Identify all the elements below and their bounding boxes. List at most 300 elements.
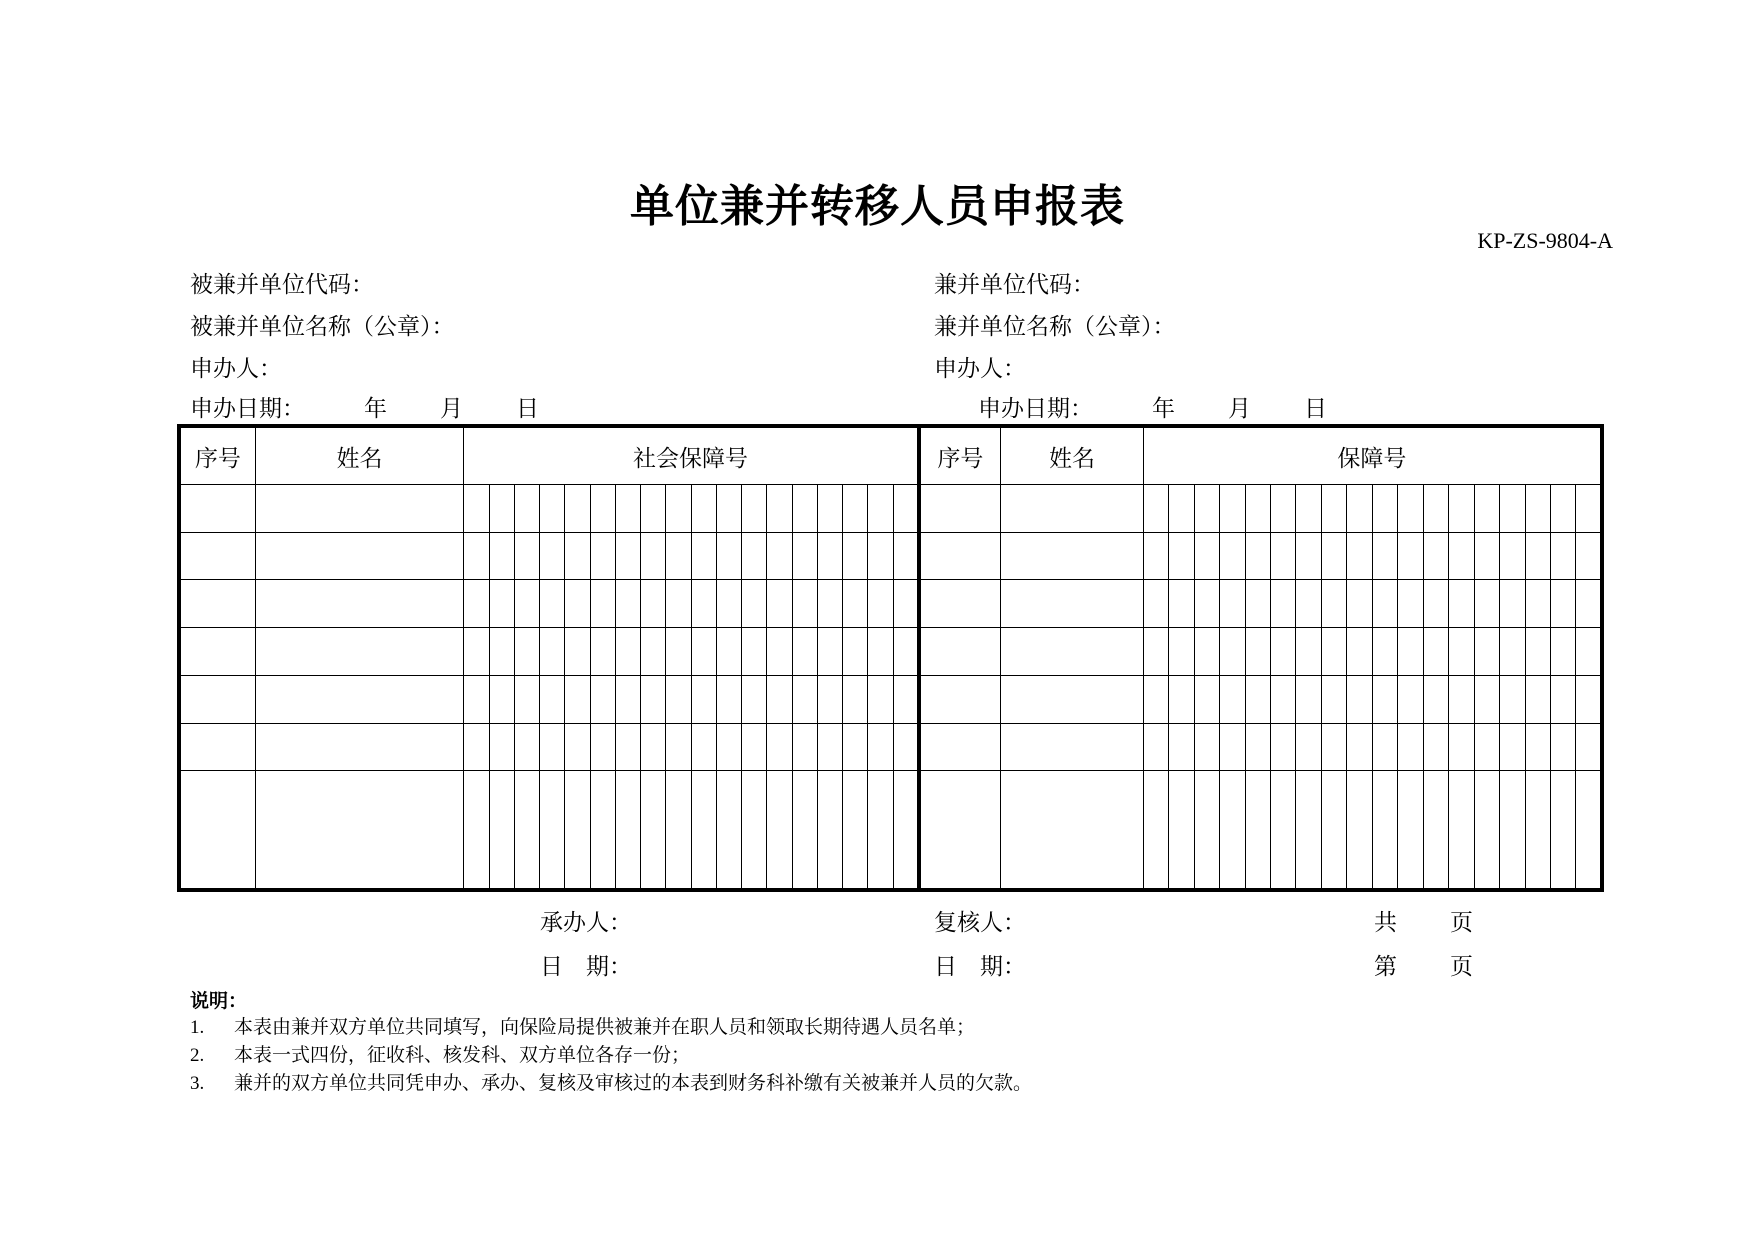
right-ssn-digit-cell[interactable]	[1296, 532, 1321, 580]
left-ssn-digit-cell[interactable]	[843, 771, 868, 890]
left-ssn-digit-cell[interactable]	[464, 580, 489, 628]
right-name-cell[interactable]	[1001, 675, 1143, 723]
left-ssn-digit-cell[interactable]	[666, 628, 691, 676]
right-ssn-digit-cell[interactable]	[1347, 675, 1372, 723]
left-ssn-digit-cell[interactable]	[565, 532, 590, 580]
left-ssn-digit-cell[interactable]	[767, 675, 792, 723]
right-name-cell[interactable]	[1001, 485, 1143, 533]
right-ssn-digit-cell[interactable]	[1194, 580, 1219, 628]
right-ssn-digit-cell[interactable]	[1474, 675, 1499, 723]
right-ssn-digit-cell[interactable]	[1245, 771, 1270, 890]
right-ssn-digit-cell[interactable]	[1525, 675, 1550, 723]
right-ssn-digit-cell[interactable]	[1372, 628, 1397, 676]
left-name-cell[interactable]	[255, 628, 464, 676]
left-ssn-digit-cell[interactable]	[792, 723, 817, 771]
left-ssn-digit-cell[interactable]	[464, 675, 489, 723]
left-ssn-digit-cell[interactable]	[817, 485, 842, 533]
note-item-1	[190, 1012, 975, 1039]
left-ssn-digit-cell[interactable]	[666, 580, 691, 628]
left-ssn-digit-cell[interactable]	[641, 723, 666, 771]
left-ssn-digit-cell[interactable]	[742, 628, 767, 676]
right-ssn-digit-cell[interactable]	[1423, 532, 1448, 580]
right-ssn-digit-cell[interactable]	[1194, 675, 1219, 723]
left-ssn-digit-cell[interactable]	[893, 723, 918, 771]
right-ssn-digit-cell[interactable]	[1449, 485, 1474, 533]
merged-unit-name-label: 被兼并单位名称（公章）：	[190, 314, 455, 340]
right-ssn-digit-cell[interactable]	[1550, 723, 1575, 771]
right-ssn-digit-cell[interactable]	[1296, 485, 1321, 533]
left-ssn-digit-cell[interactable]	[540, 485, 565, 533]
right-ssn-digit-cell[interactable]	[1296, 771, 1321, 890]
right-ssn-digit-cell[interactable]	[1500, 771, 1525, 890]
left-ssn-digit-cell[interactable]	[666, 771, 691, 890]
right-ssn-digit-cell[interactable]	[1372, 723, 1397, 771]
left-ssn-digit-cell[interactable]	[691, 580, 716, 628]
right-ssn-digit-cell[interactable]	[1449, 771, 1474, 890]
right-ssn-digit-cell[interactable]	[1220, 771, 1245, 890]
right-ssn-digit-cell[interactable]	[1423, 771, 1448, 890]
left-ssn-digit-cell[interactable]	[716, 675, 741, 723]
reviewer-date-label: 日 期：	[934, 954, 1026, 980]
left-seq-cell[interactable]	[179, 675, 255, 723]
right-seq-cell[interactable]	[919, 628, 1001, 676]
left-ssn-digit-cell[interactable]	[691, 532, 716, 580]
left-ssn-digit-cell[interactable]	[540, 628, 565, 676]
right-ssn-digit-cell[interactable]	[1550, 771, 1575, 890]
right-ssn-digit-cell[interactable]	[1169, 628, 1194, 676]
right-ssn-digit-cell[interactable]	[1220, 580, 1245, 628]
right-ssn-digit-cell[interactable]	[1449, 580, 1474, 628]
left-ssn-digit-cell[interactable]	[615, 532, 640, 580]
reviewer-label: 复核人：	[934, 910, 1026, 936]
right-ssn-digit-cell[interactable]	[1245, 580, 1270, 628]
left-ssn-digit-cell[interactable]	[792, 771, 817, 890]
left-seq-cell[interactable]	[179, 771, 255, 890]
table-row	[179, 723, 1602, 771]
right-ssn-digit-cell[interactable]	[1296, 723, 1321, 771]
right-ssn-digit-cell[interactable]	[1398, 532, 1423, 580]
left-ssn-digit-cell[interactable]	[489, 723, 514, 771]
left-ssn-digit-cell[interactable]	[514, 628, 539, 676]
left-ssn-digit-cell[interactable]	[742, 485, 767, 533]
left-ssn-digit-cell[interactable]	[641, 532, 666, 580]
left-ssn-digit-cell[interactable]	[514, 580, 539, 628]
left-seq-cell[interactable]	[179, 532, 255, 580]
right-ssn-digit-cell[interactable]	[1474, 771, 1499, 890]
left-ssn-digit-cell[interactable]	[540, 532, 565, 580]
right-ssn-digit-cell[interactable]	[1321, 723, 1346, 771]
left-ssn-digit-cell[interactable]	[514, 771, 539, 890]
right-ssn-digit-cell[interactable]	[1398, 771, 1423, 890]
left-ssn-digit-cell[interactable]	[615, 628, 640, 676]
right-ssn-digit-cell[interactable]	[1423, 723, 1448, 771]
left-ssn-digit-cell[interactable]	[489, 771, 514, 890]
left-ssn-digit-cell[interactable]	[489, 628, 514, 676]
right-ssn-digit-cell[interactable]	[1576, 485, 1602, 533]
left-name-cell[interactable]	[255, 532, 464, 580]
left-ssn-digit-cell[interactable]	[489, 580, 514, 628]
right-ssn-digit-cell[interactable]	[1169, 580, 1194, 628]
left-ssn-digit-cell[interactable]	[666, 723, 691, 771]
right-ssn-digit-cell[interactable]	[1321, 532, 1346, 580]
left-ssn-digit-cell[interactable]	[716, 628, 741, 676]
left-ssn-digit-cell[interactable]	[767, 628, 792, 676]
left-ssn-digit-cell[interactable]	[767, 485, 792, 533]
right-ssn-digit-cell[interactable]	[1423, 580, 1448, 628]
right-seq-cell[interactable]	[919, 723, 1001, 771]
right-ssn-digit-cell[interactable]	[1500, 580, 1525, 628]
left-ssn-digit-cell[interactable]	[691, 723, 716, 771]
left-ssn-digit-cell[interactable]	[590, 532, 615, 580]
left-seq-cell[interactable]	[179, 580, 255, 628]
left-ssn-digit-cell[interactable]	[742, 580, 767, 628]
right-ssn-digit-cell[interactable]	[1500, 532, 1525, 580]
right-ssn-digit-cell[interactable]	[1270, 771, 1295, 890]
right-name-cell[interactable]	[1001, 532, 1143, 580]
right-ssn-digit-cell[interactable]	[1550, 532, 1575, 580]
left-ssn-digit-cell[interactable]	[666, 532, 691, 580]
left-ssn-digit-cell[interactable]	[716, 723, 741, 771]
right-ssn-digit-cell[interactable]	[1270, 580, 1295, 628]
right-ssn-digit-cell[interactable]	[1525, 723, 1550, 771]
right-ssn-digit-cell[interactable]	[1321, 485, 1346, 533]
right-ssn-digit-cell[interactable]	[1525, 485, 1550, 533]
right-ssn-digit-cell[interactable]	[1296, 580, 1321, 628]
right-ssn-digit-cell[interactable]	[1220, 723, 1245, 771]
left-seq-cell[interactable]	[179, 723, 255, 771]
table-row	[179, 580, 1602, 628]
left-ssn-digit-cell[interactable]	[792, 532, 817, 580]
total-page-label: 页	[1450, 910, 1473, 936]
left-ssn-digit-cell[interactable]	[590, 675, 615, 723]
right-ssn-digit-cell[interactable]	[1143, 675, 1168, 723]
left-ssn-digit-cell[interactable]	[514, 675, 539, 723]
left-ssn-digit-cell[interactable]	[893, 485, 918, 533]
right-ssn-digit-cell[interactable]	[1550, 628, 1575, 676]
right-ssn-digit-cell[interactable]	[1398, 723, 1423, 771]
left-ssn-digit-cell[interactable]	[641, 628, 666, 676]
left-ssn-digit-cell[interactable]	[817, 771, 842, 890]
left-ssn-digit-cell[interactable]	[843, 723, 868, 771]
right-ssn-digit-cell[interactable]	[1321, 675, 1346, 723]
left-ssn-digit-cell[interactable]	[514, 485, 539, 533]
left-ssn-digit-cell[interactable]	[615, 580, 640, 628]
right-ssn-digit-cell[interactable]	[1550, 485, 1575, 533]
right-ssn-digit-cell[interactable]	[1449, 723, 1474, 771]
right-ssn-digit-cell[interactable]	[1245, 532, 1270, 580]
right-ssn-digit-cell[interactable]	[1423, 485, 1448, 533]
left-ssn-digit-cell[interactable]	[767, 771, 792, 890]
right-ssn-digit-cell[interactable]	[1449, 675, 1474, 723]
left-ssn-digit-cell[interactable]	[742, 771, 767, 890]
right-ssn-digit-cell[interactable]	[1347, 723, 1372, 771]
form-code: KP-ZS-9804-A	[1477, 228, 1613, 253]
left-ssn-digit-cell[interactable]	[590, 628, 615, 676]
left-ssn-digit-cell[interactable]	[817, 532, 842, 580]
note-text: 本表由兼并双方单位共同填写，向保险局提供被兼并在职人员和领取长期待遇人员名单；	[234, 1016, 976, 1038]
note-item-3	[190, 1068, 1032, 1095]
right-ssn-digit-cell[interactable]	[1576, 532, 1602, 580]
left-ssn-digit-cell[interactable]	[843, 580, 868, 628]
left-ssn-digit-cell[interactable]	[716, 771, 741, 890]
table-row	[179, 628, 1602, 676]
right-ssn-digit-cell[interactable]	[1169, 485, 1194, 533]
right-ssn-digit-cell[interactable]	[1245, 485, 1270, 533]
right-ssn-digit-cell[interactable]	[1576, 723, 1602, 771]
right-ssn-digit-cell[interactable]	[1550, 675, 1575, 723]
left-ssn-digit-cell[interactable]	[514, 723, 539, 771]
left-ssn-digit-cell[interactable]	[590, 580, 615, 628]
left-ssn-digit-cell[interactable]	[792, 675, 817, 723]
left-ssn-digit-cell[interactable]	[868, 485, 893, 533]
right-ssn-digit-cell[interactable]	[1525, 771, 1550, 890]
right-ssn-digit-cell[interactable]	[1194, 485, 1219, 533]
right-ssn-digit-cell[interactable]	[1423, 675, 1448, 723]
note-number: 2.	[190, 1045, 205, 1066]
note-text: 兼并的双方单位共同凭申办、承办、复核及审核过的本表到财务科补缴有关被兼并人员的欠款。	[234, 1072, 1033, 1094]
left-ssn-digit-cell[interactable]	[893, 771, 918, 890]
right-ssn-digit-cell[interactable]	[1169, 771, 1194, 890]
left-ssn-digit-cell[interactable]	[843, 628, 868, 676]
left-ssn-digit-cell[interactable]	[742, 675, 767, 723]
left-ssn-digit-cell[interactable]	[489, 532, 514, 580]
left-ssn-digit-cell[interactable]	[641, 675, 666, 723]
right-ssn-digit-cell[interactable]	[1143, 723, 1168, 771]
left-ssn-digit-cell[interactable]	[792, 628, 817, 676]
left-ssn-digit-cell[interactable]	[742, 723, 767, 771]
right-ssn-digit-cell[interactable]	[1270, 723, 1295, 771]
undertaker-date-label: 日 期：	[540, 954, 632, 980]
left-ssn-digit-cell[interactable]	[716, 580, 741, 628]
left-ssn-digit-cell[interactable]	[767, 532, 792, 580]
right-ssn-digit-cell[interactable]	[1194, 723, 1219, 771]
left-ssn-digit-cell[interactable]	[464, 485, 489, 533]
right-ssn-digit-cell[interactable]	[1296, 628, 1321, 676]
right-ssn-digit-cell[interactable]	[1347, 532, 1372, 580]
left-name-cell[interactable]	[255, 771, 464, 890]
right-ssn-digit-cell[interactable]	[1372, 532, 1397, 580]
right-ssn-digit-cell[interactable]	[1474, 723, 1499, 771]
left-name-cell[interactable]	[255, 580, 464, 628]
left-ssn-digit-cell[interactable]	[615, 675, 640, 723]
left-seq-cell[interactable]	[179, 485, 255, 533]
left-ssn-digit-cell[interactable]	[792, 485, 817, 533]
right-name-header: 姓名	[1001, 426, 1143, 485]
left-ssn-digit-cell[interactable]	[893, 580, 918, 628]
left-ssn-digit-cell[interactable]	[893, 628, 918, 676]
right-ssn-digit-cell[interactable]	[1347, 485, 1372, 533]
right-ssn-digit-cell[interactable]	[1372, 485, 1397, 533]
left-ssn-digit-cell[interactable]	[514, 532, 539, 580]
right-ssn-digit-cell[interactable]	[1270, 628, 1295, 676]
right-ssn-digit-cell[interactable]	[1143, 771, 1168, 890]
left-ssn-digit-cell[interactable]	[540, 675, 565, 723]
right-ssn-digit-cell[interactable]	[1143, 580, 1168, 628]
right-seq-cell[interactable]	[919, 771, 1001, 890]
left-ssn-digit-cell[interactable]	[691, 485, 716, 533]
left-ssn-digit-cell[interactable]	[868, 771, 893, 890]
left-ssn-digit-cell[interactable]	[615, 485, 640, 533]
left-ssn-digit-cell[interactable]	[464, 532, 489, 580]
right-ssn-digit-cell[interactable]	[1194, 532, 1219, 580]
left-ssn-digit-cell[interactable]	[817, 723, 842, 771]
left-ssn-digit-cell[interactable]	[615, 771, 640, 890]
right-ssn-digit-cell[interactable]	[1500, 485, 1525, 533]
left-ssn-digit-cell[interactable]	[565, 580, 590, 628]
right-ssn-header: 保障号	[1143, 426, 1602, 485]
left-ssn-digit-cell[interactable]	[464, 628, 489, 676]
left-ssn-digit-cell[interactable]	[767, 723, 792, 771]
right-ssn-digit-cell[interactable]	[1398, 628, 1423, 676]
right-seq-cell[interactable]	[919, 485, 1001, 533]
left-ssn-digit-cell[interactable]	[817, 628, 842, 676]
right-ssn-digit-cell[interactable]	[1321, 580, 1346, 628]
right-ssn-digit-cell[interactable]	[1296, 675, 1321, 723]
left-ssn-digit-cell[interactable]	[590, 771, 615, 890]
left-ssn-digit-cell[interactable]	[742, 532, 767, 580]
right-seq-cell[interactable]	[919, 532, 1001, 580]
left-ssn-digit-cell[interactable]	[540, 580, 565, 628]
left-name-cell[interactable]	[255, 675, 464, 723]
right-ssn-digit-cell[interactable]	[1474, 580, 1499, 628]
left-ssn-digit-cell[interactable]	[817, 675, 842, 723]
right-ssn-digit-cell[interactable]	[1194, 771, 1219, 890]
left-ssn-digit-cell[interactable]	[590, 723, 615, 771]
right-ssn-digit-cell[interactable]	[1245, 723, 1270, 771]
right-ssn-digit-cell[interactable]	[1169, 532, 1194, 580]
right-name-cell[interactable]	[1001, 771, 1143, 890]
right-ssn-digit-cell[interactable]	[1500, 675, 1525, 723]
left-ssn-digit-cell[interactable]	[843, 675, 868, 723]
table-row	[179, 532, 1602, 580]
right-ssn-digit-cell[interactable]	[1525, 628, 1550, 676]
left-ssn-digit-cell[interactable]	[868, 532, 893, 580]
right-ssn-digit-cell[interactable]	[1245, 675, 1270, 723]
left-ssn-digit-cell[interactable]	[641, 485, 666, 533]
left-ssn-digit-cell[interactable]	[666, 485, 691, 533]
right-ssn-digit-cell[interactable]	[1372, 675, 1397, 723]
right-ssn-digit-cell[interactable]	[1576, 580, 1602, 628]
left-ssn-digit-cell[interactable]	[868, 675, 893, 723]
left-ssn-digit-cell[interactable]	[641, 580, 666, 628]
right-ssn-digit-cell[interactable]	[1220, 628, 1245, 676]
left-ssn-digit-cell[interactable]	[565, 723, 590, 771]
right-seq-cell[interactable]	[919, 580, 1001, 628]
right-ssn-digit-cell[interactable]	[1500, 723, 1525, 771]
right-ssn-digit-cell[interactable]	[1194, 628, 1219, 676]
right-ssn-digit-cell[interactable]	[1449, 628, 1474, 676]
right-seq-cell[interactable]	[919, 675, 1001, 723]
right-ssn-digit-cell[interactable]	[1474, 485, 1499, 533]
right-ssn-digit-cell[interactable]	[1143, 628, 1168, 676]
right-ssn-digit-cell[interactable]	[1321, 628, 1346, 676]
left-ssn-digit-cell[interactable]	[843, 532, 868, 580]
right-name-cell[interactable]	[1001, 580, 1143, 628]
right-ssn-digit-cell[interactable]	[1576, 771, 1602, 890]
right-ssn-digit-cell[interactable]	[1169, 723, 1194, 771]
left-ssn-digit-cell[interactable]	[641, 771, 666, 890]
right-ssn-digit-cell[interactable]	[1143, 532, 1168, 580]
left-ssn-digit-cell[interactable]	[767, 580, 792, 628]
right-ssn-digit-cell[interactable]	[1576, 628, 1602, 676]
right-ssn-digit-cell[interactable]	[1347, 771, 1372, 890]
left-ssn-digit-cell[interactable]	[590, 485, 615, 533]
right-ssn-digit-cell[interactable]	[1500, 628, 1525, 676]
right-ssn-digit-cell[interactable]	[1270, 532, 1295, 580]
left-year-label: 年	[364, 396, 387, 422]
right-ssn-digit-cell[interactable]	[1423, 628, 1448, 676]
right-ssn-digit-cell[interactable]	[1220, 485, 1245, 533]
left-ssn-digit-cell[interactable]	[540, 723, 565, 771]
left-ssn-digit-cell[interactable]	[868, 628, 893, 676]
right-name-cell[interactable]	[1001, 723, 1143, 771]
right-ssn-digit-cell[interactable]	[1270, 485, 1295, 533]
left-ssn-digit-cell[interactable]	[716, 485, 741, 533]
right-ssn-digit-cell[interactable]	[1270, 675, 1295, 723]
left-name-cell[interactable]	[255, 723, 464, 771]
left-ssn-digit-cell[interactable]	[464, 771, 489, 890]
right-ssn-digit-cell[interactable]	[1347, 628, 1372, 676]
left-ssn-digit-cell[interactable]	[691, 771, 716, 890]
notes-title: 说明：	[190, 990, 248, 1012]
table-row	[179, 771, 1602, 890]
left-seq-cell[interactable]	[179, 628, 255, 676]
right-ssn-digit-cell[interactable]	[1372, 580, 1397, 628]
right-ssn-digit-cell[interactable]	[1143, 485, 1168, 533]
left-ssn-digit-cell[interactable]	[666, 675, 691, 723]
right-ssn-digit-cell[interactable]	[1372, 771, 1397, 890]
left-ssn-digit-cell[interactable]	[893, 532, 918, 580]
left-ssn-digit-cell[interactable]	[489, 485, 514, 533]
left-ssn-digit-cell[interactable]	[464, 723, 489, 771]
left-ssn-digit-cell[interactable]	[843, 485, 868, 533]
right-ssn-digit-cell[interactable]	[1347, 580, 1372, 628]
right-ssn-digit-cell[interactable]	[1474, 628, 1499, 676]
left-ssn-digit-cell[interactable]	[565, 675, 590, 723]
left-ssn-digit-cell[interactable]	[489, 675, 514, 723]
left-ssn-digit-cell[interactable]	[691, 675, 716, 723]
left-ssn-digit-cell[interactable]	[868, 723, 893, 771]
right-ssn-digit-cell[interactable]	[1525, 580, 1550, 628]
right-ssn-digit-cell[interactable]	[1220, 532, 1245, 580]
left-ssn-digit-cell[interactable]	[565, 628, 590, 676]
right-ssn-digit-cell[interactable]	[1398, 580, 1423, 628]
left-ssn-digit-cell[interactable]	[716, 532, 741, 580]
right-ssn-digit-cell[interactable]	[1576, 675, 1602, 723]
right-ssn-digit-cell[interactable]	[1550, 580, 1575, 628]
left-ssn-digit-cell[interactable]	[792, 580, 817, 628]
right-ssn-digit-cell[interactable]	[1449, 532, 1474, 580]
right-ssn-digit-cell[interactable]	[1398, 485, 1423, 533]
left-ssn-digit-cell[interactable]	[540, 771, 565, 890]
right-ssn-digit-cell[interactable]	[1398, 675, 1423, 723]
right-ssn-digit-cell[interactable]	[1474, 532, 1499, 580]
right-ssn-digit-cell[interactable]	[1245, 628, 1270, 676]
left-name-cell[interactable]	[255, 485, 464, 533]
left-ssn-digit-cell[interactable]	[691, 628, 716, 676]
left-ssn-digit-cell[interactable]	[615, 723, 640, 771]
left-ssn-digit-cell[interactable]	[817, 580, 842, 628]
right-ssn-digit-cell[interactable]	[1220, 675, 1245, 723]
left-ssn-digit-cell[interactable]	[893, 675, 918, 723]
left-ssn-digit-cell[interactable]	[565, 485, 590, 533]
left-ssn-digit-cell[interactable]	[565, 771, 590, 890]
right-name-cell[interactable]	[1001, 628, 1143, 676]
right-ssn-digit-cell[interactable]	[1169, 675, 1194, 723]
right-ssn-digit-cell[interactable]	[1525, 532, 1550, 580]
right-ssn-digit-cell[interactable]	[1321, 771, 1346, 890]
left-ssn-digit-cell[interactable]	[868, 580, 893, 628]
